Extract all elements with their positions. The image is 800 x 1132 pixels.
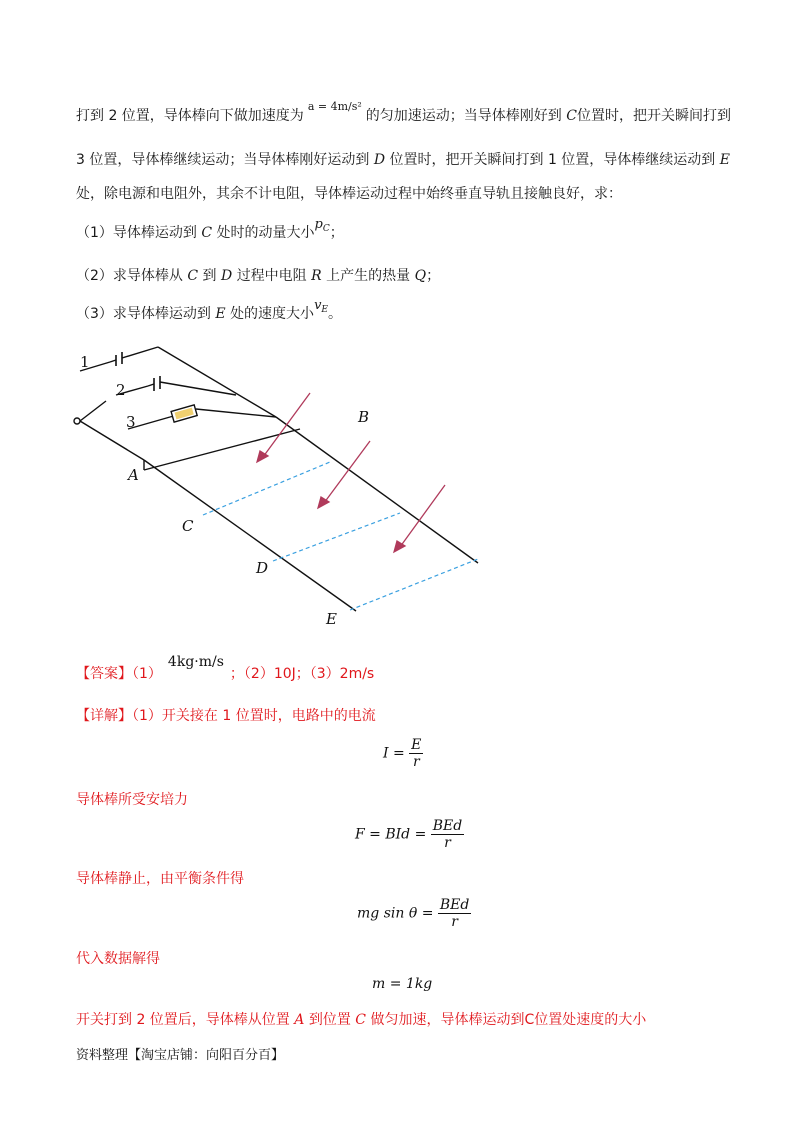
- denominator: r: [412, 754, 420, 770]
- text: 打到 2 位置，导体棒向下做加速度为: [76, 108, 304, 124]
- rail-left: [144, 460, 356, 611]
- heat-symbol: Q: [414, 268, 427, 284]
- formula-mass: m = 1kg: [372, 976, 433, 992]
- formula-current: [383, 737, 423, 770]
- text: 处的速度大小: [230, 306, 315, 322]
- text: （1）: [132, 666, 162, 682]
- formula-lhs: F = BId =: [355, 826, 427, 843]
- text: 3 位置，导体棒继续运动；当导体棒刚好运动到: [76, 152, 370, 168]
- formula-lhs: I =: [383, 745, 405, 762]
- field-arrow-1: [263, 393, 310, 457]
- numerator: E: [411, 737, 422, 753]
- formula-lhs: mg sin θ =: [357, 905, 434, 922]
- text: 处时的动量大小: [216, 225, 315, 241]
- denominator: r: [451, 914, 458, 930]
- subscript: E: [321, 305, 328, 315]
- solution-line-2: 导体棒所受安培力: [76, 792, 188, 808]
- problem-line-1: [76, 100, 731, 127]
- solution-line-4: 代入数据解得: [76, 951, 160, 967]
- answer-line: [76, 654, 375, 684]
- point-c: C: [566, 108, 577, 124]
- label-3: 3: [126, 413, 136, 431]
- label-c: C: [182, 517, 194, 535]
- formula-force: [355, 818, 464, 851]
- numerator: BEd: [432, 818, 463, 834]
- dashed-d: [273, 513, 400, 561]
- problem-line-3: 处，除电源和电阻外，其余不计电阻，导体棒运动过程中始终垂直导轨且接触良好，求：: [76, 186, 622, 202]
- solution-line-5: [76, 1010, 646, 1030]
- label-b: B: [358, 408, 370, 426]
- switch-pivot: [74, 418, 80, 424]
- momentum-symbol: p: [314, 217, 323, 232]
- resistor-symbol: R: [311, 268, 322, 284]
- question-1: [76, 217, 344, 245]
- point-c: C: [201, 225, 213, 241]
- answer-momentum: 4kg·m/s: [167, 654, 224, 670]
- point-d: D: [221, 268, 233, 284]
- question-2: [76, 266, 440, 286]
- circuit-rail-diagram: [60, 335, 500, 635]
- conductor-bar: [144, 429, 300, 470]
- text: 过程中电阻: [236, 268, 307, 284]
- label-1: 1: [80, 353, 90, 371]
- point-a: A: [294, 1012, 305, 1028]
- text: （1）开关接在 1 位置时，电路中的电流: [132, 708, 376, 724]
- numerator: BEd: [439, 897, 470, 913]
- answer-tag: 【答案】: [76, 666, 132, 682]
- formula-balance: [357, 897, 471, 930]
- solution-line-3: 导体棒静止，由平衡条件得: [76, 871, 244, 887]
- wire-2: [160, 382, 236, 395]
- denominator: r: [444, 835, 451, 851]
- point-e: E: [719, 152, 730, 168]
- point-e: E: [215, 306, 226, 322]
- label-e: E: [326, 610, 337, 628]
- switch-blade: [80, 401, 106, 421]
- text: 到位置: [308, 1012, 351, 1028]
- text: ；: [426, 268, 441, 284]
- wire-1-rail: [158, 347, 276, 417]
- field-arrow-3: [400, 485, 445, 547]
- text: 做匀加速，导体棒运动到C位置处速度的大小: [370, 1012, 647, 1028]
- rail-right: [276, 417, 478, 563]
- text: ；（2）10J；（3）2m/s: [229, 666, 375, 682]
- dashed-c: [203, 462, 330, 515]
- problem-line-2: [76, 150, 730, 170]
- field-arrow-2: [324, 441, 370, 503]
- subscript: C: [322, 224, 330, 234]
- dashed-e: [350, 559, 478, 610]
- acceleration-formula: a = 4m/s²: [307, 100, 362, 113]
- solution-line-1: [76, 706, 376, 726]
- point-d: D: [373, 152, 386, 168]
- question-3: [76, 298, 342, 326]
- text: 的匀加速运动；当导体棒刚好到: [365, 108, 562, 124]
- label-d: D: [256, 559, 269, 577]
- solution-tag: 【详解】: [76, 708, 132, 724]
- text: 到: [202, 268, 217, 284]
- point-c: C: [187, 268, 199, 284]
- text: 位置时，把开关瞬间打到: [576, 108, 731, 124]
- point-c: C: [355, 1012, 367, 1028]
- text: 。: [328, 306, 342, 322]
- text: （3）求导体棒运动到: [76, 306, 211, 322]
- footer-source: 资料整理【淘宝店铺：向阳百分百】: [76, 1048, 285, 1063]
- text: 上产生的热量: [326, 268, 411, 284]
- label-2: 2: [116, 381, 126, 399]
- velocity-symbol: v: [314, 298, 322, 313]
- text: ；: [329, 225, 344, 241]
- text: （2）求导体棒从: [76, 268, 183, 284]
- text: 开关打到 2 位置后，导体棒从位置: [76, 1012, 290, 1028]
- label-a: A: [128, 466, 139, 484]
- text: （1）导体棒运动到: [76, 225, 197, 241]
- text: 位置时，把开关瞬间打到 1 位置，导体棒继续运动到: [389, 152, 716, 168]
